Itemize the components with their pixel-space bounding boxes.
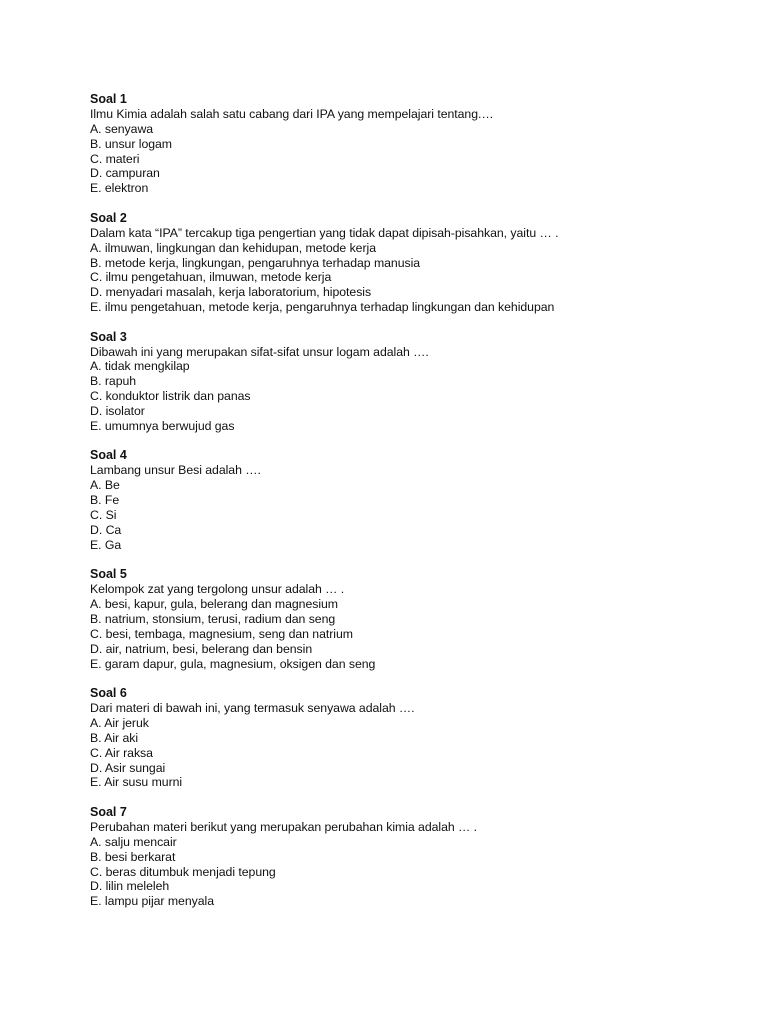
- answer-options: [90, 597, 740, 671]
- answer-option-d: D. campuran: [90, 166, 160, 181]
- answer-option-b: B. besi berkarat: [90, 849, 176, 864]
- question-3: [90, 330, 740, 434]
- answer-option-c: C. materi: [90, 151, 140, 166]
- answer-option-c: C. Air raksa: [90, 745, 153, 760]
- answer-option-e: E. lampu pijar menyala: [90, 894, 214, 909]
- question-title: Soal 1: [90, 92, 127, 106]
- answer-option-d: D. air, natrium, besi, belerang dan bensin: [90, 641, 313, 656]
- answer-option-a: A. salju mencair: [90, 834, 177, 849]
- answer-option-b: B. Air aki: [90, 730, 139, 745]
- question-7: [90, 805, 740, 909]
- answer-option-d: D. menyadari masalah, kerja laboratorium, hipotesis: [90, 285, 372, 300]
- answer-option-e: E. ilmu pengetahuan, metode kerja, pengaruhnya terhadap lingkungan dan kehidupan: [90, 300, 555, 315]
- question-text: Ilmu Kimia adalah salah satu cabang dari IPA yang mempelajari tentang.…: [90, 106, 494, 121]
- answer-option-b: B. natrium, stonsium, terusi, radium dan seng: [90, 611, 336, 626]
- answer-option-a: A. tidak mengkilap: [90, 359, 190, 374]
- answer-option-b: B. metode kerja, lingkungan, pengaruhnya terhadap manusia: [90, 255, 421, 270]
- question-5: [90, 567, 740, 671]
- answer-options: [90, 716, 740, 790]
- question-title: Soal 3: [90, 329, 127, 344]
- answer-option-e: E. elektron: [90, 181, 149, 196]
- question-title: Soal 6: [90, 686, 127, 701]
- question-text: Perubahan materi berikut yang merupakan perubahan kimia adalah … .: [90, 819, 478, 834]
- question-1: [90, 92, 740, 196]
- answer-option-c: C. besi, tembaga, magnesium, seng dan natrium: [90, 626, 353, 641]
- answer-options: [90, 122, 740, 196]
- answer-option-a: A. besi, kapur, gula, belerang dan magnesium: [90, 597, 338, 612]
- answer-option-d: D. Ca: [90, 522, 122, 537]
- answer-option-a: A. senyawa: [90, 121, 154, 136]
- question-text: Lambang unsur Besi adalah ….: [90, 463, 261, 478]
- question-2: [90, 211, 740, 315]
- question-4: [90, 448, 740, 552]
- answer-option-a: A. Be: [90, 478, 120, 493]
- question-text: Dibawah ini yang merupakan sifat-sifat unsur logam adalah ….: [90, 344, 429, 359]
- answer-option-c: C. beras ditumbuk menjadi tepung: [90, 864, 276, 879]
- answer-option-d: D. lilin meleleh: [90, 879, 170, 894]
- answer-option-e: E. Air susu murni: [90, 775, 183, 790]
- question-text: Dari materi di bawah ini, yang termasuk senyawa adalah ….: [90, 701, 415, 716]
- document-page: [90, 92, 740, 924]
- answer-option-d: D. Asir sungai: [90, 760, 166, 775]
- answer-option-e: E. garam dapur, gula, magnesium, oksigen dan seng: [90, 656, 376, 671]
- question-6: [90, 686, 740, 790]
- question-text: Dalam kata “IPA” tercakup tiga pengertian yang tidak dapat dipisah-pisahkan, yaitu … .: [90, 225, 559, 240]
- question-text: Kelompok zat yang tergolong unsur adalah … .: [90, 582, 345, 597]
- answer-option-b: B. Fe: [90, 493, 120, 508]
- answer-options: [90, 835, 740, 909]
- question-title: Soal 2: [90, 210, 127, 225]
- answer-options: [90, 478, 740, 552]
- answer-options: [90, 241, 740, 315]
- answer-option-c: C. konduktor listrik dan panas: [90, 389, 251, 404]
- answer-option-b: B. unsur logam: [90, 136, 173, 151]
- answer-option-c: C. Si: [90, 508, 117, 523]
- answer-option-e: E. Ga: [90, 537, 122, 552]
- answer-options: [90, 359, 740, 433]
- answer-option-a: A. ilmuwan, lingkungan dan kehidupan, metode kerja: [90, 240, 376, 255]
- question-title: Soal 5: [90, 567, 127, 582]
- answer-option-e: E. umumnya berwujud gas: [90, 419, 235, 433]
- answer-option-d: D. isolator: [90, 404, 145, 419]
- question-title: Soal 4: [90, 448, 127, 463]
- answer-option-a: A. Air jeruk: [90, 715, 149, 730]
- answer-option-b: B. rapuh: [90, 374, 137, 389]
- answer-option-c: C. ilmu pengetahuan, ilmuwan, metode kerja: [90, 270, 332, 285]
- question-title: Soal 7: [90, 804, 127, 819]
